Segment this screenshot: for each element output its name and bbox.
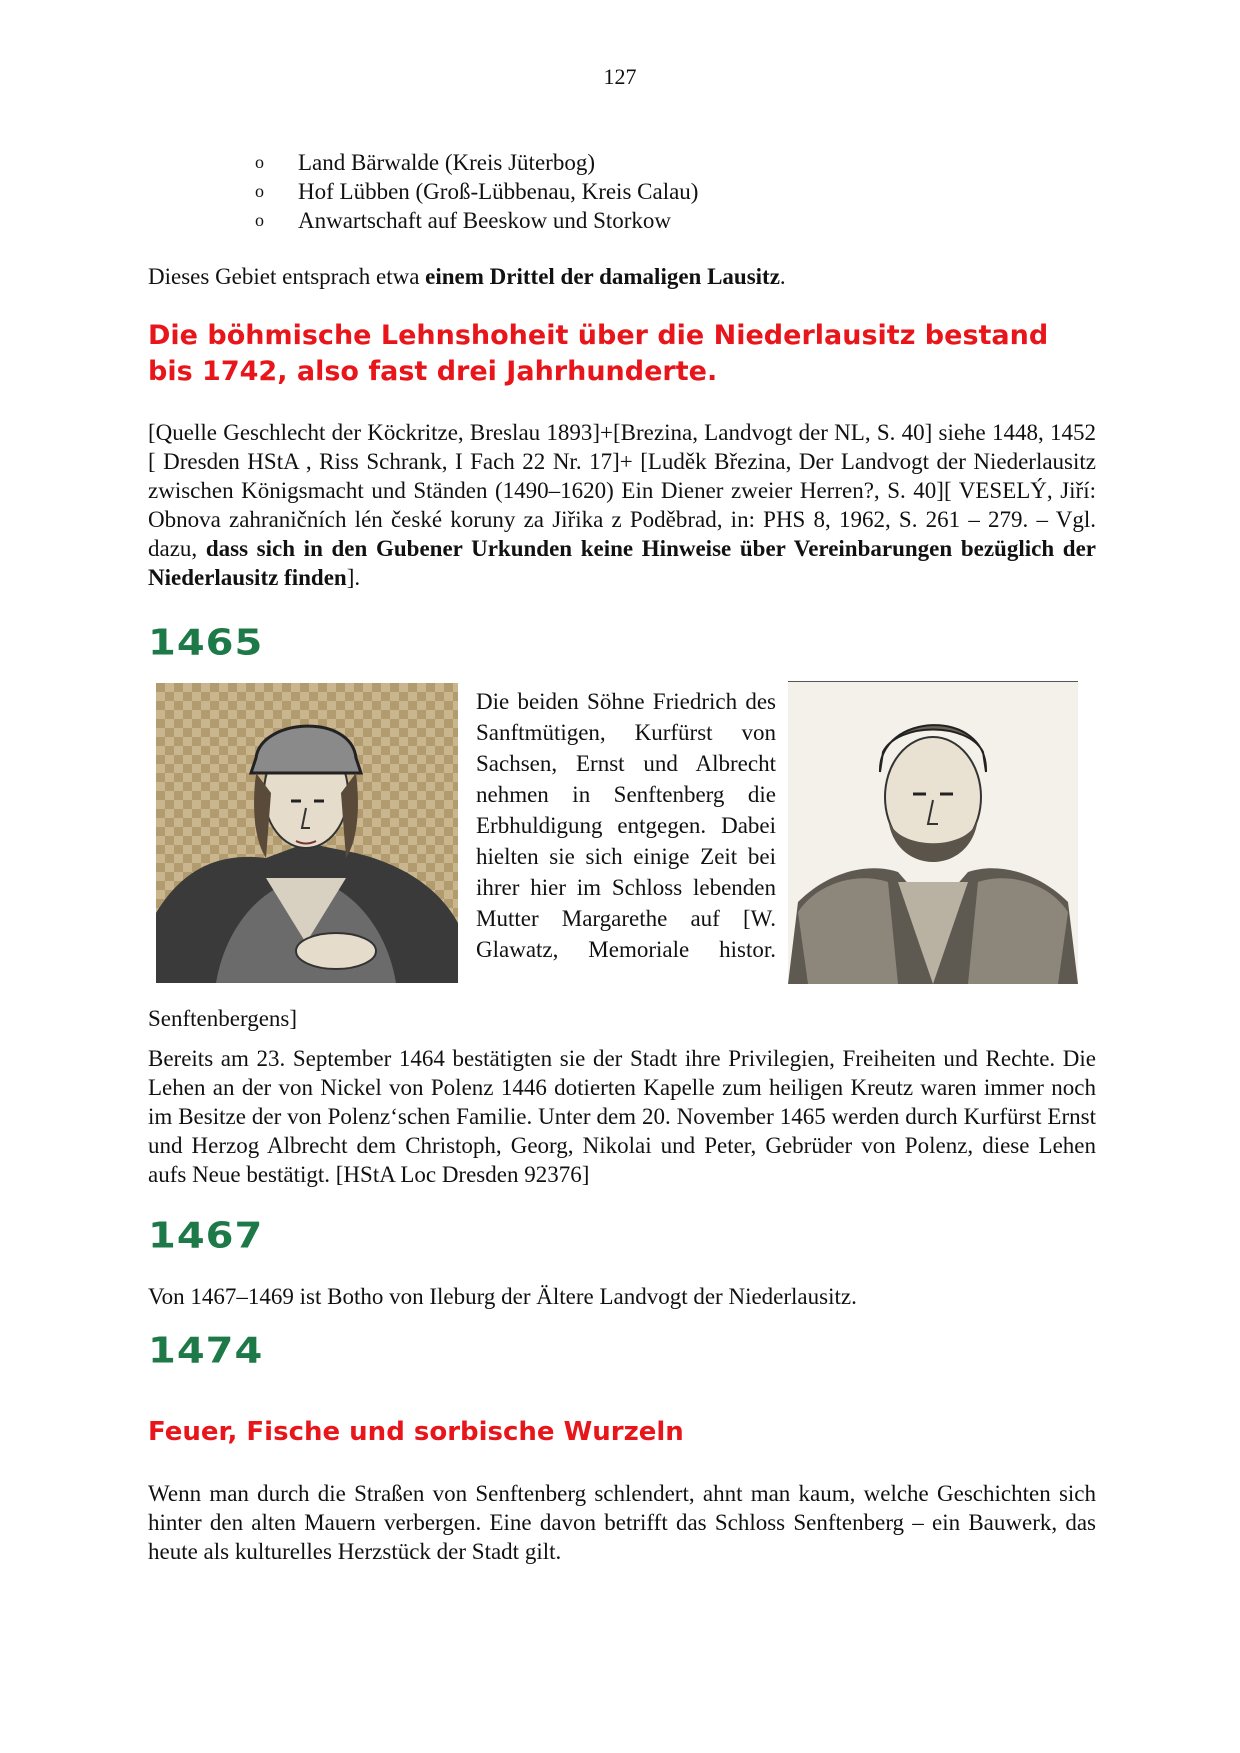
year-heading-1465: 1465 xyxy=(148,622,264,664)
list-item xyxy=(255,177,1055,206)
portrait-image-right xyxy=(788,681,1078,984)
list-item-text: Land Bärwalde (Kreis Jüterbog) xyxy=(298,150,595,175)
paragraph-1474: Wenn man durch die Straßen von Senftenberg schlendert, ahnt man kaum, welche Geschichten sich hinter den alten Mauern verbergen. Eine davon betrifft das Schloss Senftenberg – ein Bauwerk, das heute als kulturelles Herzstück der Stadt gilt. xyxy=(148,1481,1096,1564)
portrait-image-left xyxy=(156,683,458,983)
portrait-caption-text: Die beiden Söhne Friedrich des Sanftmütigen, Kurfürst von Sachsen, Ernst und Albrecht nehmen in Senftenberg die Erbhuldigung entgegen. Dabei hielten sie sich einige Zeit bei ihrer hier im Schloss lebenden Mutter Margarethe auf [W. Glawatz, Memoriale histor. xyxy=(476,689,776,962)
list-item-text: Hof Lübben (Groß-Lübbenau, Kreis Calau) xyxy=(298,179,699,204)
bullet-marker: o xyxy=(255,210,264,230)
list-item xyxy=(255,148,1055,177)
bullet-marker: o xyxy=(255,152,264,172)
paragraph-territory: Dieses Gebiet entsprach etwa einem Drittel der damaligen Lausitz. xyxy=(148,264,786,289)
section-heading-lehnshoheit: Die böhmische Lehnshoheit über die Niederlausitz bestand bis 1742, also fast drei Jahrhunderte. xyxy=(148,320,1049,387)
year-heading-1474: 1474 xyxy=(148,1330,264,1372)
section-heading-feuer: Feuer, Fische und sorbische Wurzeln xyxy=(148,1417,684,1447)
list-item xyxy=(255,206,1055,235)
portrait-illustration-left xyxy=(156,683,458,983)
bullet-marker: o xyxy=(255,181,264,201)
caption-tail: Senftenbergens] xyxy=(148,1006,298,1031)
source-paragraph: [Quelle Geschlecht der Köckritze, Breslau 1893]+[Brezina, Landvogt der NL, S. 40] siehe 1448, 1452 [ Dresden HStA , Riss Schrank, I Fach 22 Nr. 17]+ [Luděk Březina, Der Landvogt der Niederlausitz zwischen Königsmacht und Ständen (1490–1620) Ein Diener zweier Herren?, S. 40][ VESELÝ, Jiří: Obnova zahraničních lén české koruny za Jiřika z Poděbrad, in: PHS 8, 1962, S. 261 – 279. – Vgl. dazu, dass sich in den Gubener Urkunden keine Hinweise über Vereinbarungen bezüglich der Niederlausitz finden]. xyxy=(148,420,1096,590)
page-number: 127 xyxy=(603,64,637,89)
portrait-illustration-right xyxy=(788,682,1078,984)
paragraph-1467: Von 1467–1469 ist Botho von Ileburg der Ältere Landvogt der Niederlausitz. xyxy=(148,1284,857,1309)
list-item-text: Anwartschaft auf Beeskow und Storkow xyxy=(298,208,672,233)
paragraph-1465: Bereits am 23. September 1464 bestätigten sie der Stadt ihre Privilegien, Freiheiten und Rechte. Die Lehen an der von Nickel von Polenz 1446 dotierten Kapelle zum heiligen Kreutz waren immer noch im Besitze der von Polenz‘schen Familie. Unter dem 20. November 1465 werden durch Kurfürst Ernst und Herzog Albrecht dem Christoph, Georg, Nikolai und Peter, Gebrüder von Polenz, diese Lehen aufs Neue bestätigt. [HStA Loc Dresden 92376] xyxy=(148,1046,1096,1187)
year-heading-1467: 1467 xyxy=(148,1215,264,1257)
bullet-list xyxy=(255,148,1055,235)
